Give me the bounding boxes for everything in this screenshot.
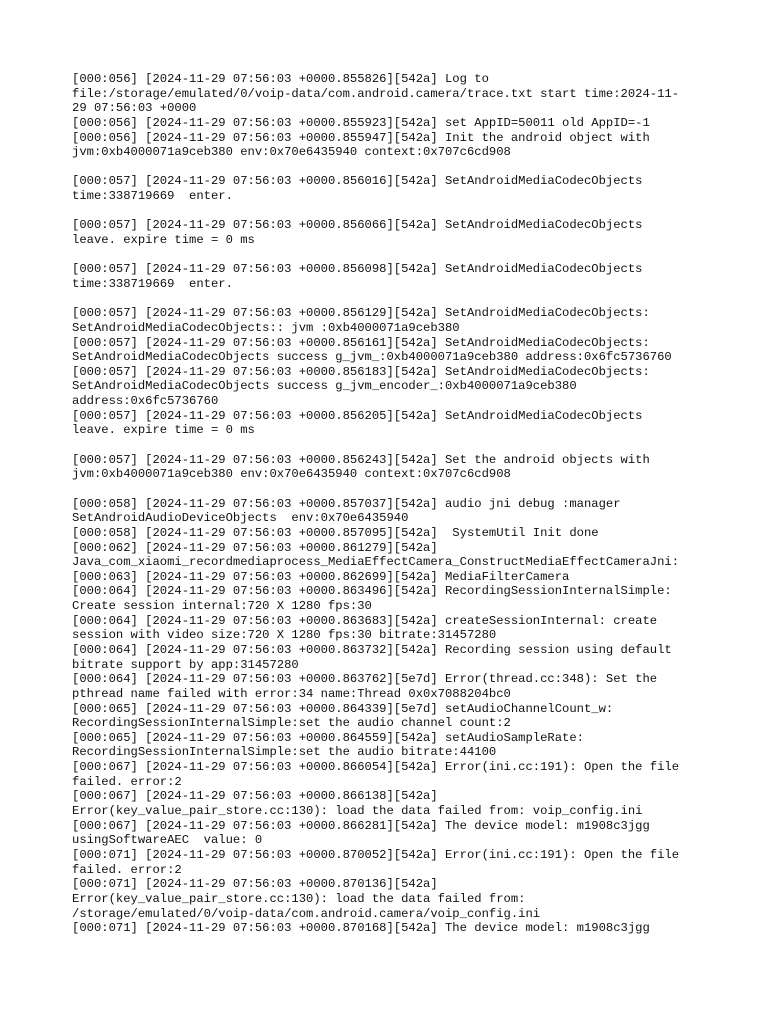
log-line: [000:057] [2024-11-29 07:56:03 +0000.856183][542a] SetAndroidMediaCodecObjects: <box>72 364 650 379</box>
log-line: [000:063] [2024-11-29 07:56:03 +0000.862699][542a] MediaFilterCamera <box>72 569 570 584</box>
log-line: SetAndroidMediaCodecObjects:: jvm :0xb4000071a9ceb380 <box>72 320 460 335</box>
log-line: [000:056] [2024-11-29 07:56:03 +0000.855826][542a] Log to <box>72 72 489 86</box>
log-line: pthread name failed with error:34 name:Thread 0x0x7088204bc0 <box>72 686 511 701</box>
log-line: [000:056] [2024-11-29 07:56:03 +0000.855923][542a] set AppID=50011 old AppID=-1 <box>72 115 650 130</box>
log-line: [000:057] [2024-11-29 07:56:03 +0000.856161][542a] SetAndroidMediaCodecObjects: <box>72 335 650 350</box>
log-text-page <box>72 72 712 936</box>
log-line: 29 07:56:03 +0000 <box>72 101 197 116</box>
log-line: [000:064] [2024-11-29 07:56:03 +0000.863732][542a] Recording session using default <box>72 642 672 657</box>
log-line: jvm:0xb4000071a9ceb380 env:0x70e6435940 context:0x707c6cd908 <box>72 467 511 482</box>
log-line: address:0x6fc5736760 <box>72 394 219 409</box>
log-line: failed. error:2 <box>72 774 182 789</box>
log-line: [000:057] [2024-11-29 07:56:03 +0000.856129][542a] SetAndroidMediaCodecObjects: <box>72 306 650 321</box>
log-line: [000:071] [2024-11-29 07:56:03 +0000.870052][542a] Error(ini.cc:191): Open the file <box>72 847 680 862</box>
log-line <box>72 292 712 307</box>
log-line: RecordingSessionInternalSimple:set the audio channel count:2 <box>72 716 511 731</box>
log-line: [000:067] [2024-11-29 07:56:03 +0000.866281][542a] The device model: m1908c3jgg <box>72 818 650 833</box>
log-line: [000:056] [2024-11-29 07:56:03 +0000.855947][542a] Init the android object with <box>72 130 650 145</box>
log-line: file:/storage/emulated/0/voip-data/com.android.camera/trace.txt start time:2024-11- <box>72 86 680 101</box>
log-line: bitrate support by app:31457280 <box>72 657 299 672</box>
log-line: [000:065] [2024-11-29 07:56:03 +0000.864559][542a] setAudioSampleRate: <box>72 730 584 745</box>
log-line <box>72 482 712 497</box>
log-line: Error(key_value_pair_store.cc:130): load the data failed from: voip_config.ini <box>72 804 643 819</box>
log-line: Error(key_value_pair_store.cc:130): load the data failed from: <box>72 891 526 906</box>
log-line: [000:071] [2024-11-29 07:56:03 +0000.870136][542a] <box>72 877 438 892</box>
log-line: [000:057] [2024-11-29 07:56:03 +0000.856243][542a] Set the android objects with <box>72 452 650 467</box>
log-line: [000:064] [2024-11-29 07:56:03 +0000.863496][542a] RecordingSessionInternalSimple: <box>72 584 672 599</box>
log-line: Create session internal:720 X 1280 fps:30 <box>72 599 372 614</box>
log-line: [000:057] [2024-11-29 07:56:03 +0000.856098][542a] SetAndroidMediaCodecObjects <box>72 262 643 277</box>
log-line: [000:064] [2024-11-29 07:56:03 +0000.863683][542a] createSessionInternal: create <box>72 613 658 628</box>
log-line <box>72 204 712 219</box>
log-line: [000:057] [2024-11-29 07:56:03 +0000.856016][542a] SetAndroidMediaCodecObjects <box>72 174 643 189</box>
log-line: failed. error:2 <box>72 862 182 877</box>
log-line: time:338719669 enter. <box>72 276 233 291</box>
log-line: [000:062] [2024-11-29 07:56:03 +0000.861279][542a] <box>72 540 438 555</box>
log-line: SetAndroidMediaCodecObjects success g_jvm_encoder_:0xb4000071a9ceb380 <box>72 379 577 394</box>
log-line: [000:057] [2024-11-29 07:56:03 +0000.856205][542a] SetAndroidMediaCodecObjects <box>72 408 643 423</box>
log-line: time:338719669 enter. <box>72 189 233 204</box>
log-line: [000:064] [2024-11-29 07:56:03 +0000.863762][5e7d] Error(thread.cc:348): Set the <box>72 672 658 687</box>
log-line: [000:071] [2024-11-29 07:56:03 +0000.870168][542a] The device model: m1908c3jgg <box>72 921 650 936</box>
log-line: jvm:0xb4000071a9ceb380 env:0x70e6435940 context:0x707c6cd908 <box>72 145 511 160</box>
log-line: /storage/emulated/0/voip-data/com.android.camera/voip_config.ini <box>72 906 541 921</box>
log-line: SetAndroidAudioDeviceObjects env:0x70e6435940 <box>72 511 409 526</box>
log-line: [000:067] [2024-11-29 07:56:03 +0000.866138][542a] <box>72 789 438 804</box>
log-line: [000:067] [2024-11-29 07:56:03 +0000.866054][542a] Error(ini.cc:191): Open the file <box>72 760 680 775</box>
log-line <box>72 160 712 175</box>
log-line: [000:058] [2024-11-29 07:56:03 +0000.857037][542a] audio jni debug :manager <box>72 496 621 511</box>
log-line: RecordingSessionInternalSimple:set the audio bitrate:44100 <box>72 745 497 760</box>
log-line: session with video size:720 X 1280 fps:30 bitrate:31457280 <box>72 628 497 643</box>
log-line: leave. expire time = 0 ms <box>72 423 255 438</box>
log-line: [000:057] [2024-11-29 07:56:03 +0000.856066][542a] SetAndroidMediaCodecObjects <box>72 218 643 233</box>
log-line: Java_com_xiaomi_recordmediaprocess_MediaEffectCamera_ConstructMediaEffectCameraJni: <box>72 555 680 570</box>
log-line: [000:065] [2024-11-29 07:56:03 +0000.864339][5e7d] setAudioChannelCount_w: <box>72 701 614 716</box>
log-line <box>72 438 712 453</box>
log-line: leave. expire time = 0 ms <box>72 233 255 248</box>
log-line <box>72 248 712 263</box>
log-line: [000:058] [2024-11-29 07:56:03 +0000.857095][542a] SystemUtil Init done <box>72 525 599 540</box>
log-line: usingSoftwareAEC value: 0 <box>72 833 263 848</box>
log-line: SetAndroidMediaCodecObjects success g_jvm_:0xb4000071a9ceb380 address:0x6fc5736760 <box>72 350 672 365</box>
